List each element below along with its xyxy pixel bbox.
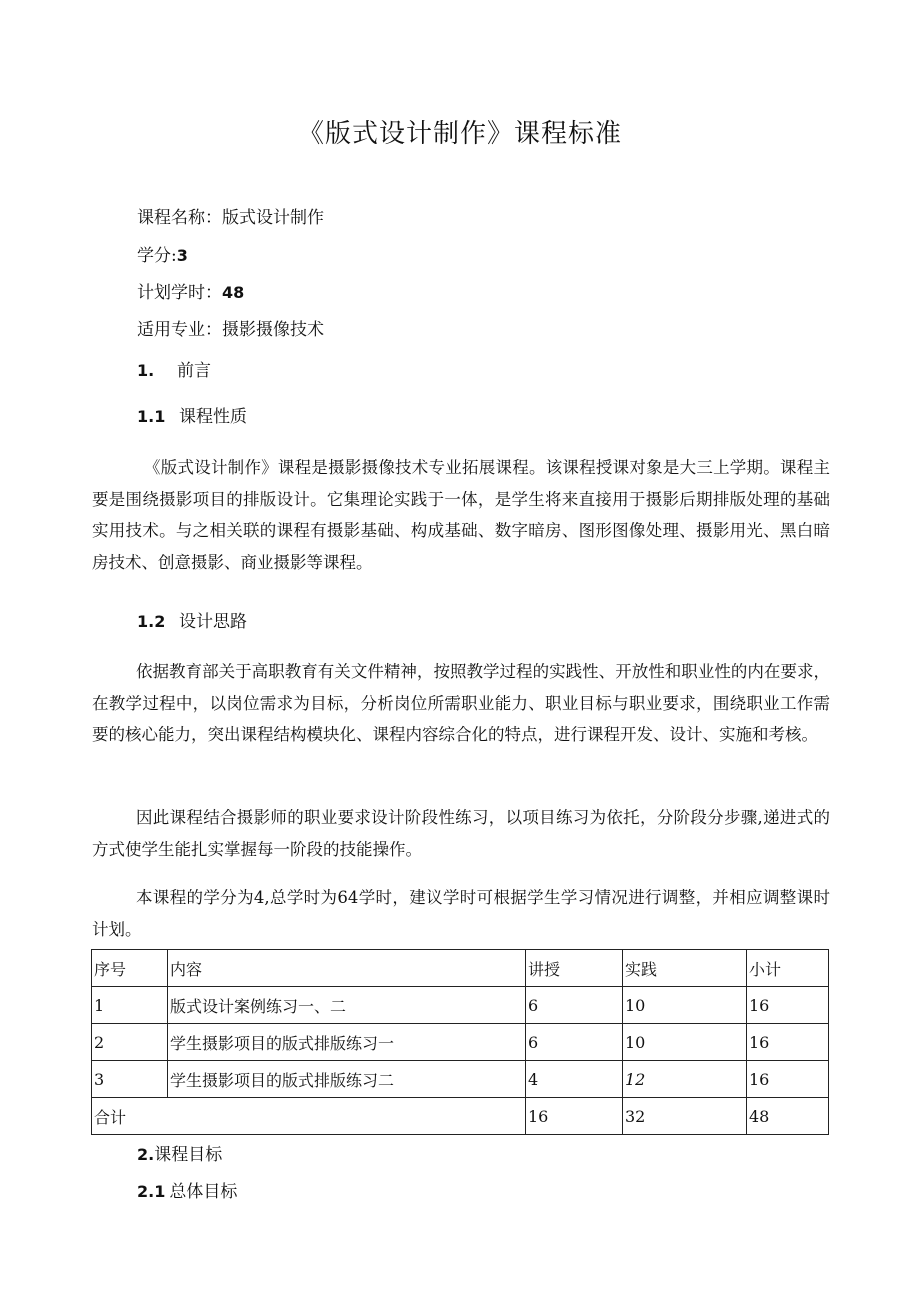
hours-label: 计划学时： [137,283,222,303]
section-2-heading [137,1140,222,1165]
hours-table [91,949,829,1135]
section-1-2-number: 1.2 [137,612,166,631]
section-2-1-heading [137,1177,237,1202]
section-2-title: 课程目标 [154,1145,223,1165]
course-name-line [137,203,324,228]
credits-line [137,241,188,266]
credits-value: 3 [176,246,188,265]
table-cell: 版式设计案例练习一、二 [168,987,526,1024]
page-title: 《版式设计制作》课程标准 [297,119,622,149]
table-row [92,1024,829,1061]
table-cell: 16 [747,1024,829,1061]
major-value: 摄影摄像技术 [222,320,324,340]
table-cell: 学生摄影项目的版式排版练习二 [168,1061,526,1098]
section-1-1-heading [137,402,247,427]
table-cell: 1 [92,987,168,1024]
table-cell: 16 [747,987,829,1024]
course-name-value: 版式设计制作 [222,208,324,228]
table-cell: 10 [623,1024,747,1061]
table-cell: 4 [526,1061,623,1098]
total-cell: 16 [526,1098,623,1135]
hours-value: 48 [222,283,245,302]
table-cell: 3 [92,1061,168,1098]
section-1-number: 1. [137,361,155,380]
credits-label: 学分: [137,246,177,266]
table-row [92,987,829,1024]
design-paragraph-3: 本课程的学分为4,总学时为64学时，建议学时可根据学生学习情况进行调整，并相应调整课时计划。 [92,888,830,939]
major-label: 适用专业： [137,320,222,340]
total-cell: 48 [747,1098,829,1135]
table-cell: 16 [747,1061,829,1098]
table-cell: 10 [623,987,747,1024]
header-cell: 内容 [168,950,526,987]
hours-line [137,278,244,303]
design-paragraph-1: 依据教育部关于高职教育有关文件精神，按照教学过程的实践性、开放性和职业性的内在要求，在教学过程中，以岗位需求为目标，分析岗位所需职业能力、职业目标与职业要求，围绕职业工作需要的核心能力，突出课程结构模块化、课程内容综合化的特点，进行课程开发、设计、实施和考核。 [92,662,830,744]
major-line [137,315,324,340]
table-row [92,1061,829,1098]
section-1-2-title: 设计思路 [179,612,247,632]
total-label-cell: 合计 [92,1098,526,1135]
table-cell: 6 [526,987,623,1024]
section-1-heading [137,356,211,381]
header-cell: 序号 [92,950,168,987]
header-cell: 小计 [747,950,829,987]
section-1-title: 前言 [177,361,211,381]
total-cell: 32 [623,1098,747,1135]
header-cell: 讲授 [526,950,623,987]
section-1-1-title: 课程性质 [179,407,247,427]
section-1-2-heading [137,607,247,632]
section-2-number: 2. [137,1145,155,1164]
table-cell: 6 [526,1024,623,1061]
course-nature-paragraph: 《版式设计制作》课程是摄影摄像技术专业拓展课程。该课程授课对象是大三上学期。课程主要是围绕摄影项目的排版设计。它集理论实践于一体，是学生将来直接用于摄影后期排版处理的基础实用技术。与之相关联的课程有摄影基础、构成基础、数字暗房、图形图像处理、摄影用光、黑白暗房技术、创意摄影、商业摄影等课程。 [92,458,830,572]
table-cell: 2 [92,1024,168,1061]
header-cell: 实践 [623,950,747,987]
table-header-row [92,950,829,987]
design-paragraph-2: 因此课程结合摄影师的职业要求设计阶段性练习，以项目练习为依托，分阶段分步骤,递进式的方式使学生能扎实掌握每一阶段的技能操作。 [92,808,830,859]
section-2-1-number: 2.1 [137,1182,166,1201]
table-cell: 学生摄影项目的版式排版练习一 [168,1024,526,1061]
course-name-label: 课程名称： [137,208,222,228]
section-1-1-number: 1.1 [137,407,166,426]
table-total-row [92,1098,829,1135]
table-cell: 12 [623,1061,747,1098]
section-2-1-title: 总体目标 [169,1182,238,1202]
